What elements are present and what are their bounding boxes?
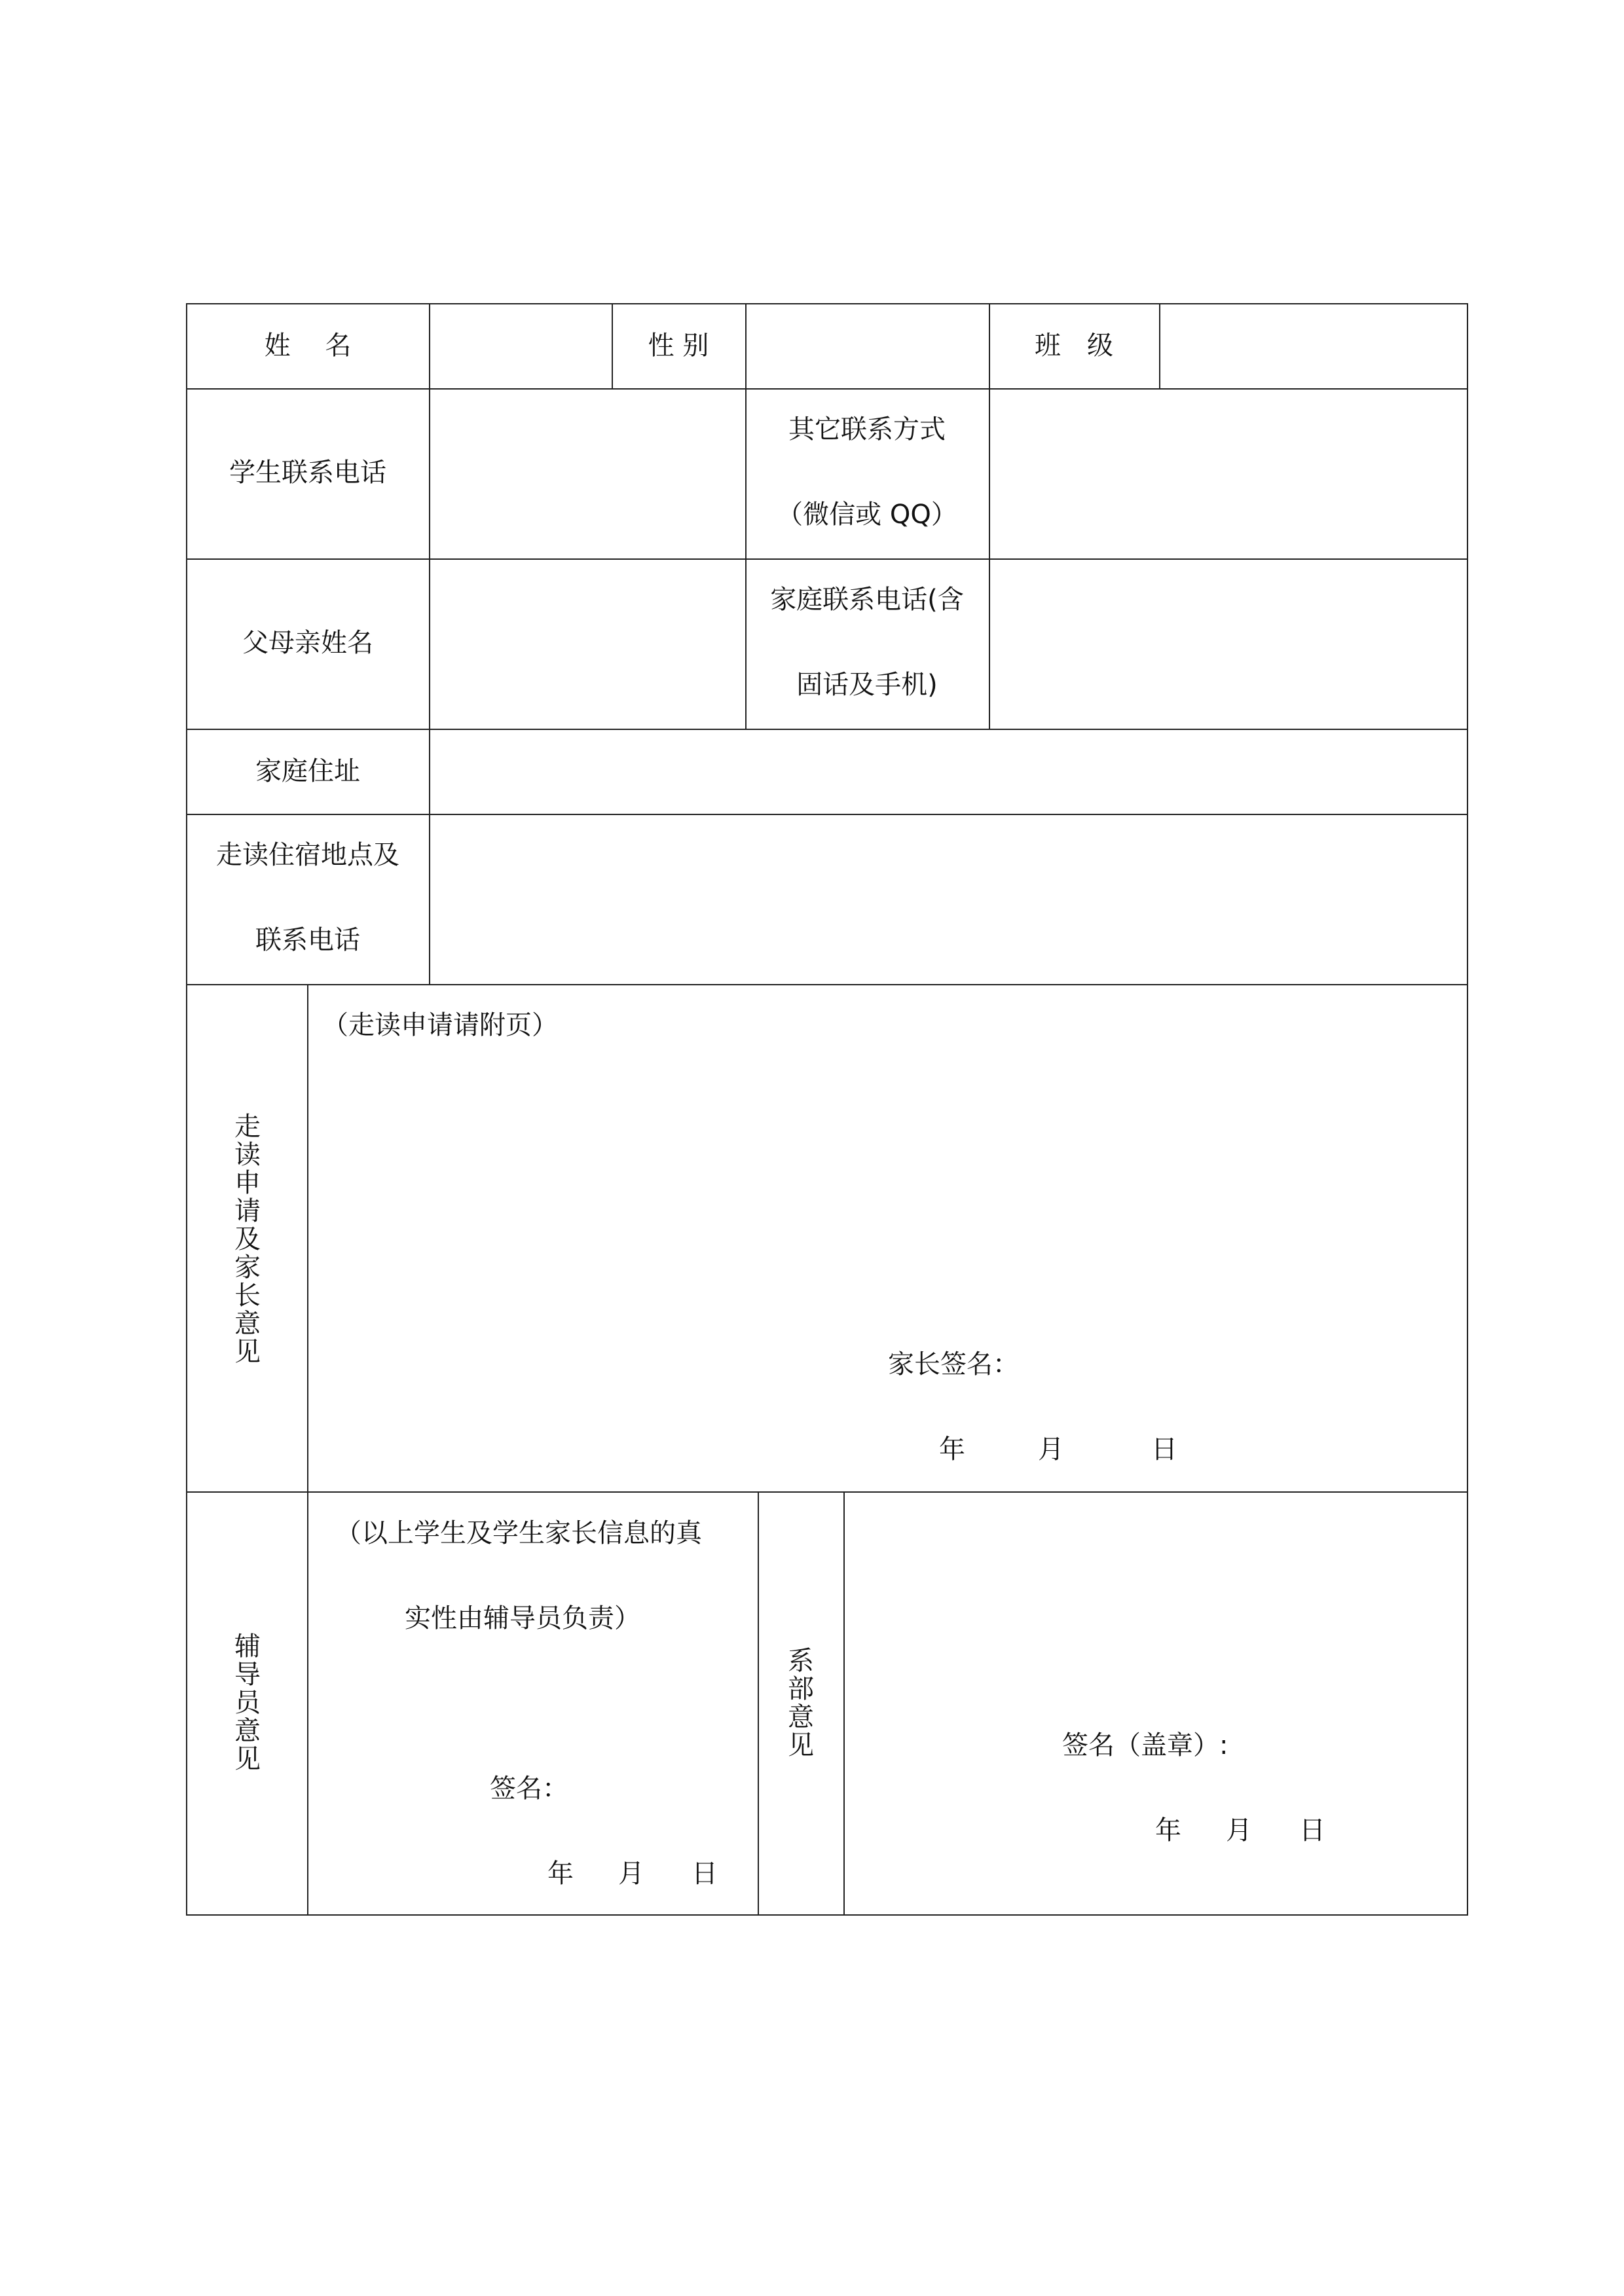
application-note: （走读申请请附页） bbox=[322, 1010, 558, 1040]
class-field[interactable] bbox=[1160, 304, 1467, 388]
counselor-note-line2: 实性由辅导员负责） bbox=[405, 1603, 640, 1633]
home-phone-label-line1: 家庭联系电话(含 bbox=[770, 585, 964, 615]
side-char: 家 bbox=[234, 1252, 261, 1283]
row-divider-5 bbox=[187, 984, 1467, 985]
side-char: 部 bbox=[788, 1674, 814, 1704]
home-address-field[interactable] bbox=[430, 730, 1467, 814]
application-text-area[interactable] bbox=[308, 1054, 1467, 1336]
border-bottom bbox=[187, 1914, 1467, 1916]
counselor-divider bbox=[758, 1491, 759, 1916]
lodging-label-line2: 联系电话 bbox=[255, 925, 360, 955]
department-date-day: 日 bbox=[1299, 1815, 1325, 1846]
application-date-year: 年 bbox=[939, 1434, 965, 1465]
application-side-label bbox=[233, 1113, 262, 1366]
side-char: 见 bbox=[788, 1730, 814, 1760]
other-contact-label-line1: 其它联系方式 bbox=[788, 414, 946, 445]
side-char: 员 bbox=[234, 1688, 261, 1718]
side-char: 走 bbox=[234, 1112, 261, 1142]
department-date-year: 年 bbox=[1155, 1815, 1181, 1846]
side-char: 辅 bbox=[234, 1631, 261, 1662]
department-text-area[interactable] bbox=[845, 1493, 1467, 1722]
application-date-day: 日 bbox=[1151, 1434, 1177, 1465]
gender-label: 性 别 bbox=[648, 331, 709, 361]
counselor-side-label bbox=[233, 1633, 262, 1774]
counselor-signature-label: 签名： bbox=[490, 1774, 568, 1804]
border-right bbox=[1467, 303, 1468, 1916]
other-contact-label-line2: （微信或 QQ） bbox=[777, 500, 957, 530]
department-signature-label: 签名（盖章）: bbox=[1062, 1730, 1228, 1760]
home-phone-field[interactable] bbox=[990, 560, 1467, 729]
side-char: 意 bbox=[234, 1309, 261, 1339]
department-date-month: 月 bbox=[1226, 1815, 1252, 1846]
counselor-date-year: 年 bbox=[547, 1859, 574, 1889]
side-char: 长 bbox=[234, 1281, 261, 1311]
counselor-date-day: 日 bbox=[692, 1859, 718, 1889]
gender-field[interactable] bbox=[747, 304, 989, 388]
side-char: 见 bbox=[234, 1337, 261, 1367]
side-char: 系 bbox=[788, 1646, 814, 1676]
side-char: 见 bbox=[234, 1744, 261, 1774]
counselor-note-line1: （以上学生及学生家长信息的真 bbox=[335, 1518, 702, 1548]
name-label: 姓 名 bbox=[264, 331, 352, 361]
application-date-month: 月 bbox=[1038, 1434, 1064, 1465]
lodging-field[interactable] bbox=[430, 815, 1467, 984]
lodging-label-line1: 走读住宿地点及 bbox=[216, 840, 399, 870]
class-label: 班 级 bbox=[1035, 331, 1113, 361]
border-left bbox=[186, 303, 187, 1916]
side-char: 意 bbox=[788, 1702, 814, 1732]
student-phone-field[interactable] bbox=[430, 390, 745, 558]
student-phone-label: 学生联系电话 bbox=[229, 458, 386, 488]
department-side-label bbox=[786, 1647, 815, 1760]
side-char: 导 bbox=[234, 1660, 261, 1690]
side-char: 申 bbox=[234, 1168, 261, 1198]
home-address-label: 家庭住址 bbox=[255, 756, 360, 786]
side-char: 及 bbox=[234, 1224, 261, 1254]
side-char: 意 bbox=[234, 1716, 261, 1746]
parents-name-field[interactable] bbox=[430, 560, 745, 729]
other-contact-field[interactable] bbox=[990, 390, 1467, 558]
parent-signature-label: 家长签名： bbox=[888, 1349, 1019, 1379]
side-char: 读 bbox=[234, 1140, 261, 1170]
side-char: 请 bbox=[234, 1196, 261, 1226]
name-field[interactable] bbox=[430, 304, 612, 388]
home-phone-label-line2: 固话及手机) bbox=[796, 670, 938, 700]
counselor-date-month: 月 bbox=[618, 1859, 644, 1889]
parents-name-label: 父母亲姓名 bbox=[242, 628, 373, 658]
